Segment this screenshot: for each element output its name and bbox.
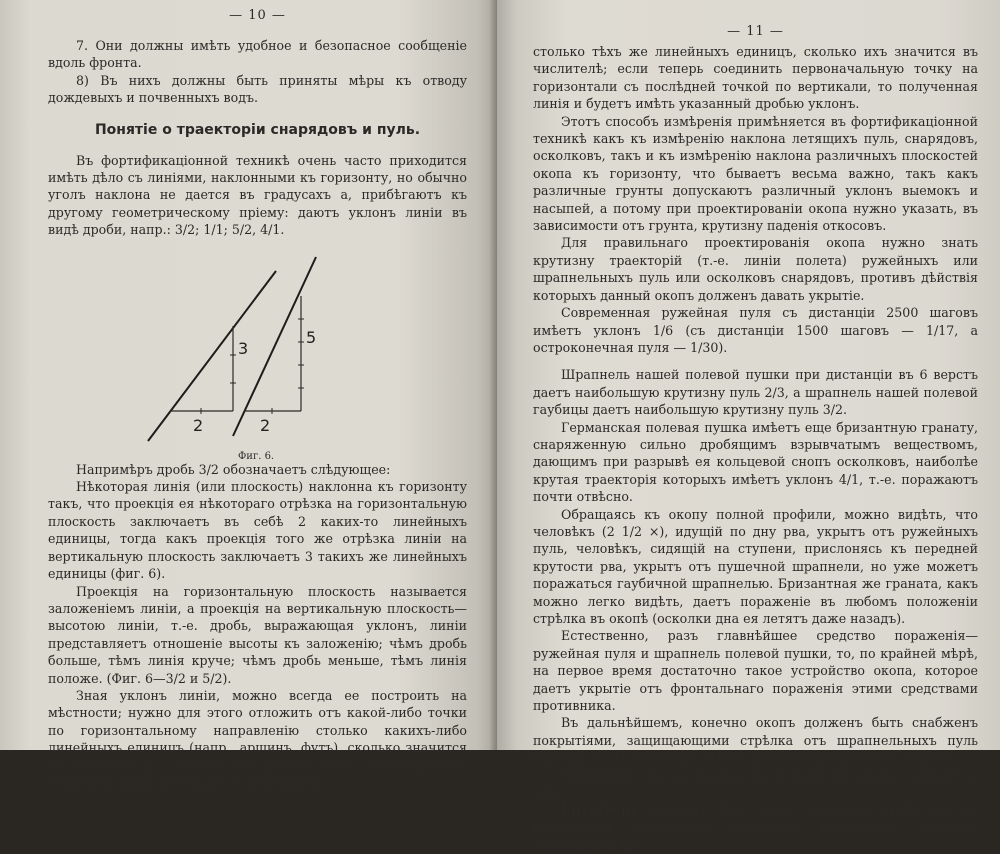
figure-caption: Фиг. 6. [238,450,275,462]
term-brustver: Брустверъ [561,802,640,818]
paragraph: столько тѣхъ же линейныхъ единицъ, сколько ихъ значится въ числителѣ; если теперь соединить первоначальную точку на горизонтали съ послѣдней точкой по вертикали, то полученная линія и будетъ имѣть указанный дробью уклонъ. [533,44,978,112]
figure-6 [48,251,467,462]
left-page [0,0,497,790]
paragraph: Современная ружейная пуля съ дистанціи 2500 шаговъ имѣетъ уклонъ 1/6 (съ дистанціи 1500 шаговъ — 1/17, а остроконечная пуля — 1/30). [533,305,978,355]
paragraph: Проекція на горизонтальную плоскость называется заложеніемъ линіи, а проекція на вертикальную плоскость—высотою линіи, т.-е. дробь, выражающая уклонъ, линіи представляетъ отношеніе высоты къ заложенію; чѣмъ дробь больше, тѣмъ линія круче; чѣмъ дробь меньше, тѣмъ линія положе. (Фиг. 6—3/2 и 5/2). [48,583,467,686]
intro-paragraph: Въ фортификаціонной техникѣ очень часто приходится имѣть дѣло съ линіями, наклонными къ горизонту, но обычно уголъ наклона не дается въ градусахъ а, прибѣгаютъ къ другому геометрическому пріему: даютъ уклонъ линіи въ видѣ дроби, напр.: 3/2; 1/1; 5/2, 4/1. [48,152,467,238]
paragraph: Зная уклонъ линіи, можно всегда ее построить на мѣстности; нужно для этого отложить отъ какой-либо точки по горизонтальному направленію столько какихъ-либо линейныхъ единицъ (напр., аршинъ, футъ), сколько значится въ знаменателѣ, а затѣмъ изъ другого конца отложенной по горизонту линіи отложить по вертикали [48,687,467,790]
paragraph: Обращаясь къ окопу полной профили, можно видѣть, что человѣкъ (2 1/2 ×), идущій по дну рва, укрытъ отъ ружейныхъ пуль, человѣкъ, сидящій на ступени, прислонясь къ передней крутости рва, укрытъ отъ пушечной шрапнели, но уже можетъ поражаться гаубичной шрапнелью. Бризантная же граната, какъ можно легко видѣть, даетъ пораженіе въ любомъ положеніи стрѣлка въ окопѣ (осколки дна ея летятъ даже назадъ). [533,506,978,626]
paragraph: Обращаясь, въ частности, къ устройству окопа, замѣтимъ, что: [533,767,978,801]
paragraph: Нѣкоторая линія (или плоскость) наклонна къ горизонту такъ, что проекція ея нѣкотораго отрѣзка на горизонтальную плоскость заключаетъ въ себѣ 2 каких-то линейныхъ единицы, тогда какъ проекція того же отрѣзка линіи на вертикальную плоскость заключаетъ 3 такихъ же линейныхъ единицы (фиг. 6). [48,479,467,582]
label-right-vertical: 5 [306,327,317,347]
label-left-horizontal: 2 [193,415,204,435]
paragraph-rest: долженъ быть такой толщины, чтобъ онъ не пробивался средствами пораженія противника (пулями, осколками и пр.). [533,802,978,853]
label-right-horizontal: 2 [260,415,271,435]
paragraph-brustver [533,801,978,853]
slope-diagram [138,251,338,446]
list-item: 8) Въ нихъ должны быть приняты мѣры къ отводу дождевыхъ и почвенныхъ водъ. [48,72,467,106]
right-page [497,0,1000,853]
paragraph: Въ дальнѣйшемъ, конечно окопъ долженъ быть снабженъ покрытіями, защищающими стрѣлка отъ шрапнельныхъ пуль гаубицы и отъ навѣснаго огня осколковъ бризантныхъ гранатъ. [533,715,978,766]
label-left-vertical: 3 [238,338,249,358]
page-number-left: — 10 — [229,8,286,23]
slope-line-left [148,271,276,441]
paragraph: Этотъ способъ измѣренія примѣняется въ фортификаціонной техникѣ какъ къ измѣренію наклона летящихъ пуль, снарядовъ, осколковъ, такъ и къ измѣренію наклона различныхъ плоскостей окопа къ горизонту, что бываетъ весьма важно, такъ какъ различные грунты допускаютъ различный уклонъ выемокъ и насыпей, а потому при проектированіи окопа нужно указать, въ зависимости отъ грунта, крутизну паденія откосовъ. [533,113,978,234]
paragraph: Естественно, разъ главнѣйшее средство пораженія—ружейная пуля и шрапнель полевой пушки, то, по крайней мѣрѣ, на первое время достаточно такое устройство окопа, которое даетъ укрытіе отъ фронтальнаго пораженія этими средствами противника. [533,628,978,714]
page-number-right: — 11 — [727,24,784,39]
paragraph: Шрапнель нашей полевой пушки при дистанціи въ 6 верстъ даетъ наибольшую крутизну пуль 2/3, а шрапнель нашей полевой гаубицы даетъ наибольшую крутизну пуль 3/2. [533,367,978,418]
list-item: 7. Они должны имѣть удобное и безопасное сообщеніе вдоль фронта. [48,38,467,71]
paragraph: Напримѣръ дробь 3/2 обозначаетъ слѣдующее: [76,461,391,477]
paragraph: Для правильнаго проектированія окопа нужно знать крутизну траекторій (т.-е. линіи полета) ружейныхъ или шрапнельныхъ пуль или осколковъ снарядовъ, противъ дѣйствія которыхъ данный окопъ долженъ давать укрытіе. [533,235,978,303]
section-heading: Понятіе о траекторіи снарядовъ и пуль. [94,121,421,138]
paragraph: Германская полевая пушка имѣетъ еще бризантную гранату, снаряженную сильно дробящимъ взрывчатымъ веществомъ, дающимъ при разрывѣ ея кольцевой снопъ осколковъ, наиболѣе крутая траекторія которыхъ имѣетъ уклонъ 4/1, т.-е. поражаютъ почти отвѣсно. [533,419,978,505]
